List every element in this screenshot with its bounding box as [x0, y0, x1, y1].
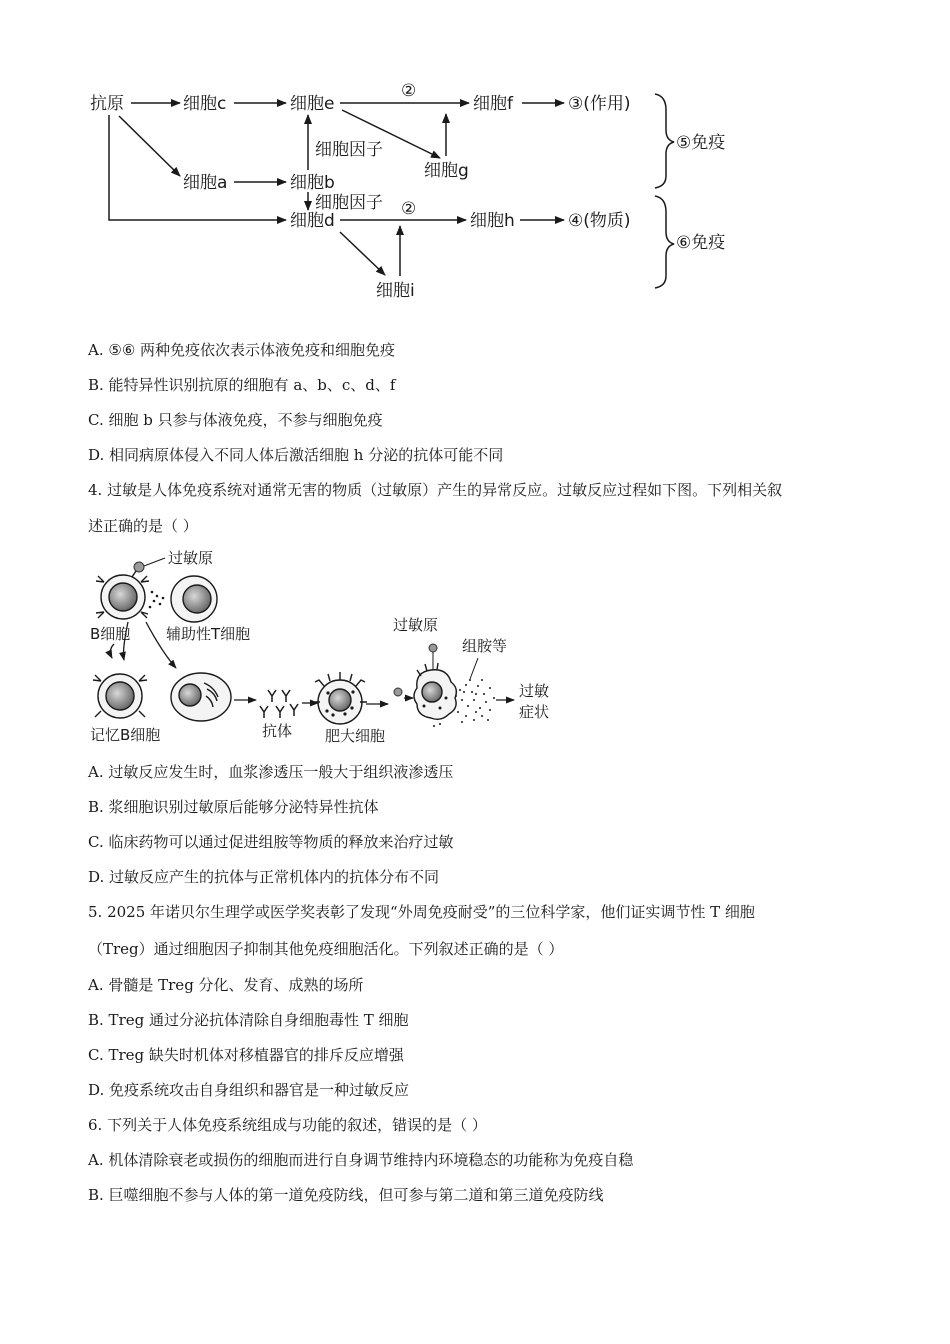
allergy-process-diagram: [0, 540, 950, 755]
label-immunity5: ⑤免疫: [676, 133, 726, 153]
histamine-leader-line: [470, 658, 478, 679]
q3-option-a: A. ⑤⑥ 两种免疫依次表示体液免疫和细胞免疫: [88, 341, 396, 359]
memory-b-cell-graphic: [93, 674, 147, 718]
label-histamine: 组胺等: [462, 637, 508, 655]
cytokine-dots: [149, 591, 165, 609]
brace-bottom: [655, 196, 674, 288]
label-circle4: ④(物质): [568, 211, 631, 231]
plasma-cell-graphic: [171, 673, 231, 721]
label-cell-e: 细胞e: [290, 94, 335, 114]
label-cell-i: 细胞i: [376, 281, 415, 301]
label-immunity6: ⑥免疫: [676, 233, 726, 253]
label-cell-b: 细胞b: [290, 173, 335, 193]
allergen-particle-mid: [394, 688, 402, 696]
label-antigen: 抗原: [90, 94, 124, 114]
label-circle2-bottom: ②: [401, 199, 417, 219]
label-symptom-2: 症状: [519, 703, 550, 721]
label-cell-c: 细胞c: [183, 94, 227, 114]
q4-option-a: A. 过敏反应发生时，血浆渗透压一般大于组织液渗透压: [88, 763, 454, 781]
q5-option-c: C. Treg 缺失时机体对移植器官的排斥反应增强: [88, 1046, 404, 1064]
brace-top: [655, 94, 674, 188]
label-cell-f: 细胞f: [473, 94, 513, 114]
q4-option-b: B. 浆细胞识别过敏原后能够分泌特异性抗体: [88, 798, 379, 816]
q4-stem-line1: 4. 过敏是人体免疫系统对通常无害的物质（过敏原）产生的异常反应。过敏反应过程如下图。下列相关叙: [88, 481, 783, 499]
allergen-leader-line: [144, 558, 165, 566]
b-cell-graphic: [96, 571, 149, 619]
q3-option-c: C. 细胞 b 只参与体液免疫，不参与细胞免疫: [88, 411, 383, 429]
q6-option-b: B. 巨噬细胞不参与人体的第一道免疫防线，但可参与第二道和第三道免疫防线: [88, 1186, 604, 1204]
q4-option-c: C. 临床药物可以通过促进组胺等物质的释放来治疗过敏: [88, 833, 454, 851]
label-circle3: ③(作用): [568, 94, 631, 114]
arrow-d-to-i: [340, 232, 385, 275]
label-allergen-mid: 过敏原: [393, 616, 439, 634]
q5-stem-line1: 5. 2025 年诺贝尔生理学或医学奖表彰了发现“外周免疫耐受”的三位科学家，他们证实调节性 T 细胞: [88, 903, 755, 921]
mast-cell-graphic: [313, 672, 367, 724]
q6-stem: 6. 下列关于人体免疫系统组成与功能的叙述，错误的是（ ）: [88, 1116, 487, 1134]
arrow-antigen-to-a: [119, 116, 180, 176]
q4-stem-line2: 述正确的是（ ）: [88, 517, 198, 535]
helper-t-cell-graphic: [171, 576, 217, 622]
q5-option-b: B. Treg 通过分泌抗体清除自身细胞毒性 T 细胞: [88, 1011, 409, 1029]
label-cytokine-bottom: 细胞因子: [315, 193, 383, 213]
label-circle2-top: ②: [401, 81, 417, 101]
allergen-particle-on-cell: [429, 644, 437, 652]
label-b-cell: B细胞: [90, 625, 131, 643]
q6-option-a: A. 机体清除衰老或损伤的细胞而进行自身调节维持内环境稳态的功能称为免疫自稳: [88, 1151, 634, 1169]
arrow-b-to-memory-left: [110, 644, 114, 658]
q5-option-a: A. 骨髓是 Treg 分化、发育、成熟的场所: [88, 976, 364, 994]
label-allergen-top: 过敏原: [168, 549, 214, 567]
label-helper-t: 辅助性T细胞: [166, 625, 251, 643]
label-cell-a: 细胞a: [183, 173, 228, 193]
q3-option-d: D. 相同病原体侵入不同人体后激活细胞 h 分泌的抗体可能不同: [88, 446, 504, 464]
q5-stem-line2: （Treg）通过细胞因子抑制其他免疫细胞活化。下列叙述正确的是（ ）: [88, 940, 564, 958]
arrow-antigen-to-d: [109, 115, 286, 220]
degranulating-mast-cell-graphic: [414, 663, 456, 719]
q3-option-b: B. 能特异性识别抗原的细胞有 a、b、c、d、f: [88, 376, 396, 394]
label-antibody: 抗体: [262, 722, 293, 740]
label-memory-b: 记忆B细胞: [90, 726, 161, 744]
q4-option-d: D. 过敏反应产生的抗体与正常机体内的抗体分布不同: [88, 868, 440, 886]
label-cytokine-top: 细胞因子: [315, 140, 383, 160]
label-symptom-1: 过敏: [519, 682, 550, 700]
label-cell-h: 细胞h: [470, 211, 515, 231]
allergen-particle-top: [134, 562, 144, 572]
q5-option-d: D. 免疫系统攻击自身组织和器官是一种过敏反应: [88, 1081, 410, 1099]
label-cell-g: 细胞g: [424, 161, 469, 181]
label-mast-cell: 肥大细胞: [325, 727, 386, 745]
immune-flow-diagram: [0, 0, 950, 310]
antibody-graphic: [260, 690, 298, 718]
label-cell-d: 细胞d: [290, 211, 335, 231]
